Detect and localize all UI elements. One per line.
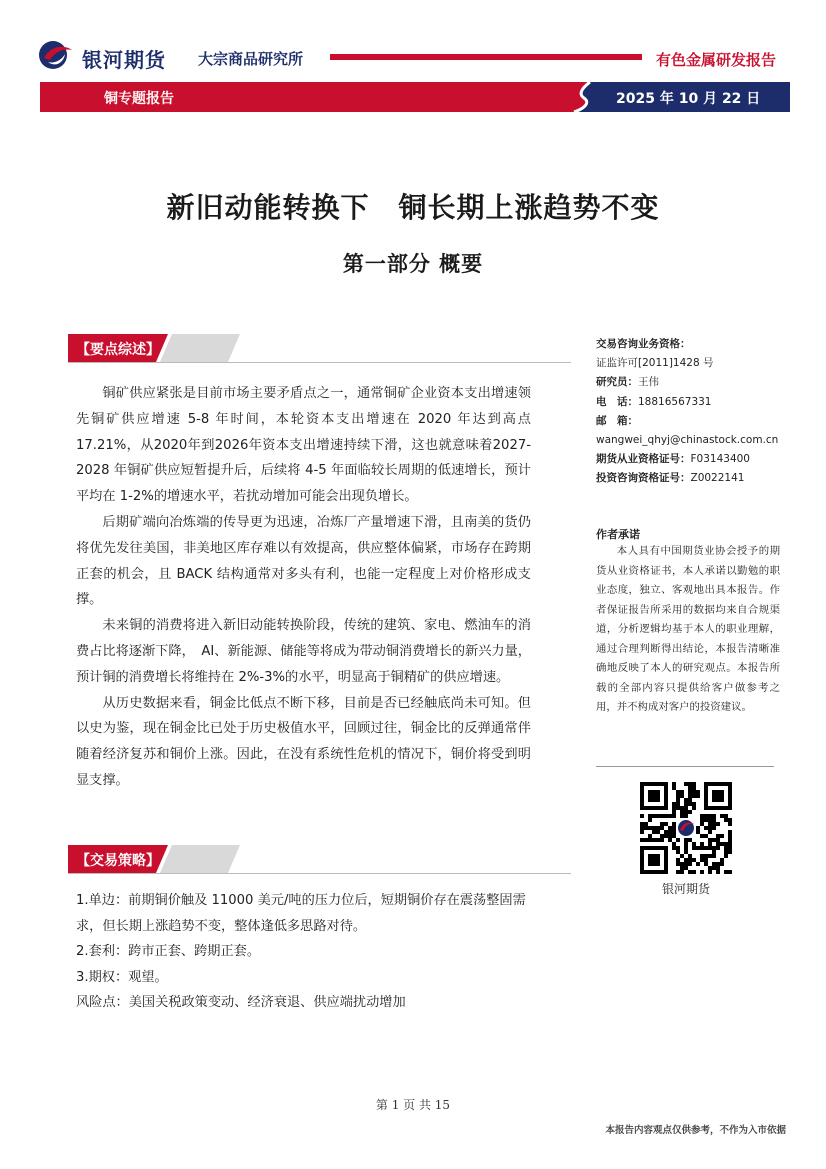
- summary-paragraph: 从历史数据来看，铜金比低点不断下移，目前是否已经触底尚未可知。但以史为鉴，现在铜金比已处于历史极值水平，回顾过往，铜金比的反弹通常伴随着经济复苏和铜价上涨。因此，在没有系统性危机的情况下，铜价将受到明显支撑。: [76, 695, 531, 788]
- email-label: 邮 箱：: [596, 414, 638, 427]
- galaxy-logo-icon: [38, 40, 76, 70]
- section-title: 第一部分 概要: [342, 252, 484, 276]
- futures-cert-label: 期货从业资格证号：: [596, 453, 691, 466]
- strategy-item: 2.套利：跨市正套、跨期正套。: [76, 944, 261, 959]
- report-topic: 铜专题报告: [104, 91, 174, 107]
- strategy-label: 【交易策略】: [76, 853, 160, 869]
- report-title: 新旧动能转换下 铜长期上涨趋势不变: [166, 191, 660, 224]
- summary-divider: [68, 362, 571, 363]
- author-commitment-title: 作者承诺: [596, 528, 640, 541]
- invest-cert-value: Z0022141: [690, 472, 745, 485]
- report-type: 有色金属研发报告: [656, 51, 777, 69]
- summary-header: [68, 334, 240, 362]
- strategy-divider: [68, 873, 571, 874]
- researcher-name: 王伟: [638, 376, 659, 389]
- summary-paragraph: 未来铜的消费将进入新旧动能转换阶段，传统的建筑、家电、燃油车的消费占比将逐渐下降， AI、新能源、储能等将成为带动铜消费增长的新兴力量，预计铜的消费增长将维持在 2%-3%的水平，明显高于铜精矿的供应增速。: [76, 618, 531, 685]
- institute-name: 大宗商品研究所: [198, 50, 304, 68]
- report-date: 2025 年 10 月 22 日: [616, 91, 761, 107]
- brand-name: 银河期货: [82, 48, 166, 72]
- email-value[interactable]: wangwei_qhyj@chinastock.com.cn: [596, 434, 779, 447]
- phone-label: 电 话：: [596, 395, 638, 408]
- disclaimer: 本报告内容观点仅供参考，不作为入市依据: [605, 1125, 786, 1136]
- author-commitment-text: 本人具有中国期货业协会授予的期货从业资格证书，本人承诺以勤勉的职业态度，独立、客观地出具本报告。作者保证报告所采用的数据均来自合规渠道，分析逻辑均基于本人的职业理解，通过合理判断得出结论，本报告清晰准确地反映了本人的研究观点。本报告所载的全部内容只提供给客户做参考之用，并不构成对客户的投资建议。: [596, 545, 780, 713]
- strategy-item: 3.期权：观望。: [76, 969, 168, 985]
- invest-cert-label: 投资咨询资格证号：: [596, 472, 691, 485]
- page-number: 第 1 页 共 15: [375, 1098, 451, 1112]
- qualification-label: 交易咨询业务资格：: [596, 338, 691, 350]
- author-commitment: [596, 542, 780, 718]
- header-red-rule: [330, 54, 642, 60]
- qualification-value: 证监许可[2011]1428 号: [596, 357, 714, 370]
- summary-label: 【要点综述】: [76, 342, 160, 358]
- summary-body: [76, 381, 531, 794]
- qr-caption: 银河期货: [661, 882, 710, 896]
- strategy-header: [68, 845, 240, 873]
- researcher-label: 研究员：: [596, 376, 638, 389]
- sidebar-divider: [596, 766, 774, 767]
- phone-value: 18816567331: [638, 395, 712, 408]
- qr-code-icon: [640, 782, 732, 874]
- banner-swoosh-icon: [560, 82, 604, 112]
- analyst-info: [596, 335, 786, 489]
- summary-paragraph: 后期矿端向冶炼端的传导更为迅速，冶炼厂产量增速下滑，且南美的货仍将优先发往美国，非美地区库存难以有效提高，供应整体偏紧，市场存在跨期正套的机会，且 BACK 结构通常对多头有利，也能一定程度上对价格形成支撑。: [76, 514, 531, 608]
- strategy-item: 1.单边：前期铜价触及 11000 美元/吨的压力位后，短期铜价存在震荡整固需求，但长期上涨趋势不变，整体逢低多思路对待。: [76, 893, 526, 934]
- summary-paragraph: 铜矿供应紧张是目前市场主要矛盾点之一，通常铜矿企业资本支出增速领先铜矿供应增速 5-8 年时间，本轮资本支出增速在 2020 年达到高点17.21%，从2020年到2026年资本支出增速持续下滑，这也就意味着2027-2028 年铜矿供应短暂提升后，后续将 4-5 年面临较长周期的低速增长，预计平均在 1-2%的增速水平，若扰动增加可能会出现负增长。: [76, 386, 531, 505]
- header-banner: [40, 82, 790, 112]
- strategy-body: [76, 888, 546, 1016]
- futures-cert-value: F03143400: [690, 453, 750, 466]
- strategy-item: 风险点：美国关税政策变动、经济衰退、供应端扰动增加: [76, 995, 406, 1010]
